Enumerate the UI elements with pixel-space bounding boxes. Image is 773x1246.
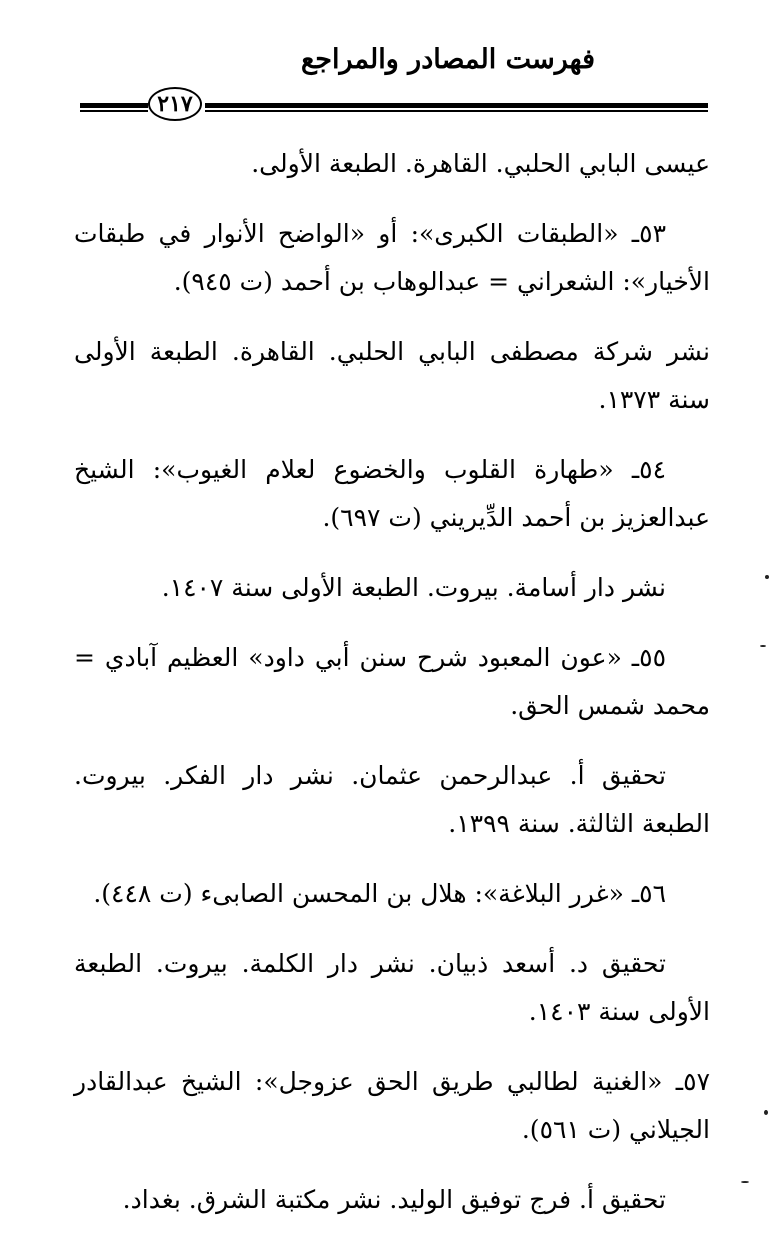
entry-54-publication: نشر دار أسامة. بيروت. الطبعة الأولى سنة ١٤٠٧. xyxy=(161,573,666,602)
entry-53-publication: نشر شركة مصطفى البابي الحلبي. القاهرة. الطبعة الأولى سنة ١٣٧٣. xyxy=(74,337,710,414)
entry-56: ٥٦ـ «غرر البلاغة»: هلال بن المحسن الصابىء (ت ٤٤٨). xyxy=(93,879,666,908)
header-rule-right xyxy=(205,103,708,108)
entry-55-publication: تحقيق أ. عبدالرحمن عثمان. نشر دار الفكر. بيروت. الطبعة الثالثة. سنة ١٣٩٩. xyxy=(74,761,710,838)
entry-55: ٥٥ـ «عون المعبود شرح سنن أبي داود» العظيم آبادي = محمد شمس الحق. xyxy=(74,643,710,720)
running-title: فهرست المصادر والمراجع xyxy=(300,44,595,75)
header-rule-left xyxy=(80,103,148,108)
entry-56-publication: تحقيق د. أسعد ذبيان. نشر دار الكلمة. بيروت. الطبعة الأولى سنة ١٤٠٣. xyxy=(74,949,710,1026)
scan-speck xyxy=(765,575,769,579)
entry-57: ٥٧ـ «الغنية لطالبي طريق الحق عزوجل»: الشيخ عبدالقادر الجيلاني (ت ٥٦١). xyxy=(74,1067,710,1144)
scan-speck xyxy=(764,1110,768,1115)
scan-speck xyxy=(741,1181,749,1183)
entry-57-publication: تحقيق أ. فرج توفيق الوليد. نشر مكتبة الشرق. بغداد. xyxy=(122,1185,666,1214)
paragraph-continuation: عيسى البابي الحلبي. القاهرة. الطبعة الأولى. xyxy=(251,149,710,178)
scan-speck xyxy=(760,645,766,647)
entry-53: ٥٣ـ «الطبقات الكبرى»: أو «الواضح الأنوار في طبقات الأخيار»: الشعراني = عبدالوهاب بن أحمد (ت ٩٤٥). xyxy=(74,219,710,296)
page-number: ٢١٧ xyxy=(148,87,202,121)
entry-54: ٥٤ـ «طهارة القلوب والخضوع لعلام الغيوب»: الشيخ عبدالعزيز بن أحمد الدِّيريني (ت ٦٩٧). xyxy=(74,455,710,532)
body-text xyxy=(74,140,710,1246)
